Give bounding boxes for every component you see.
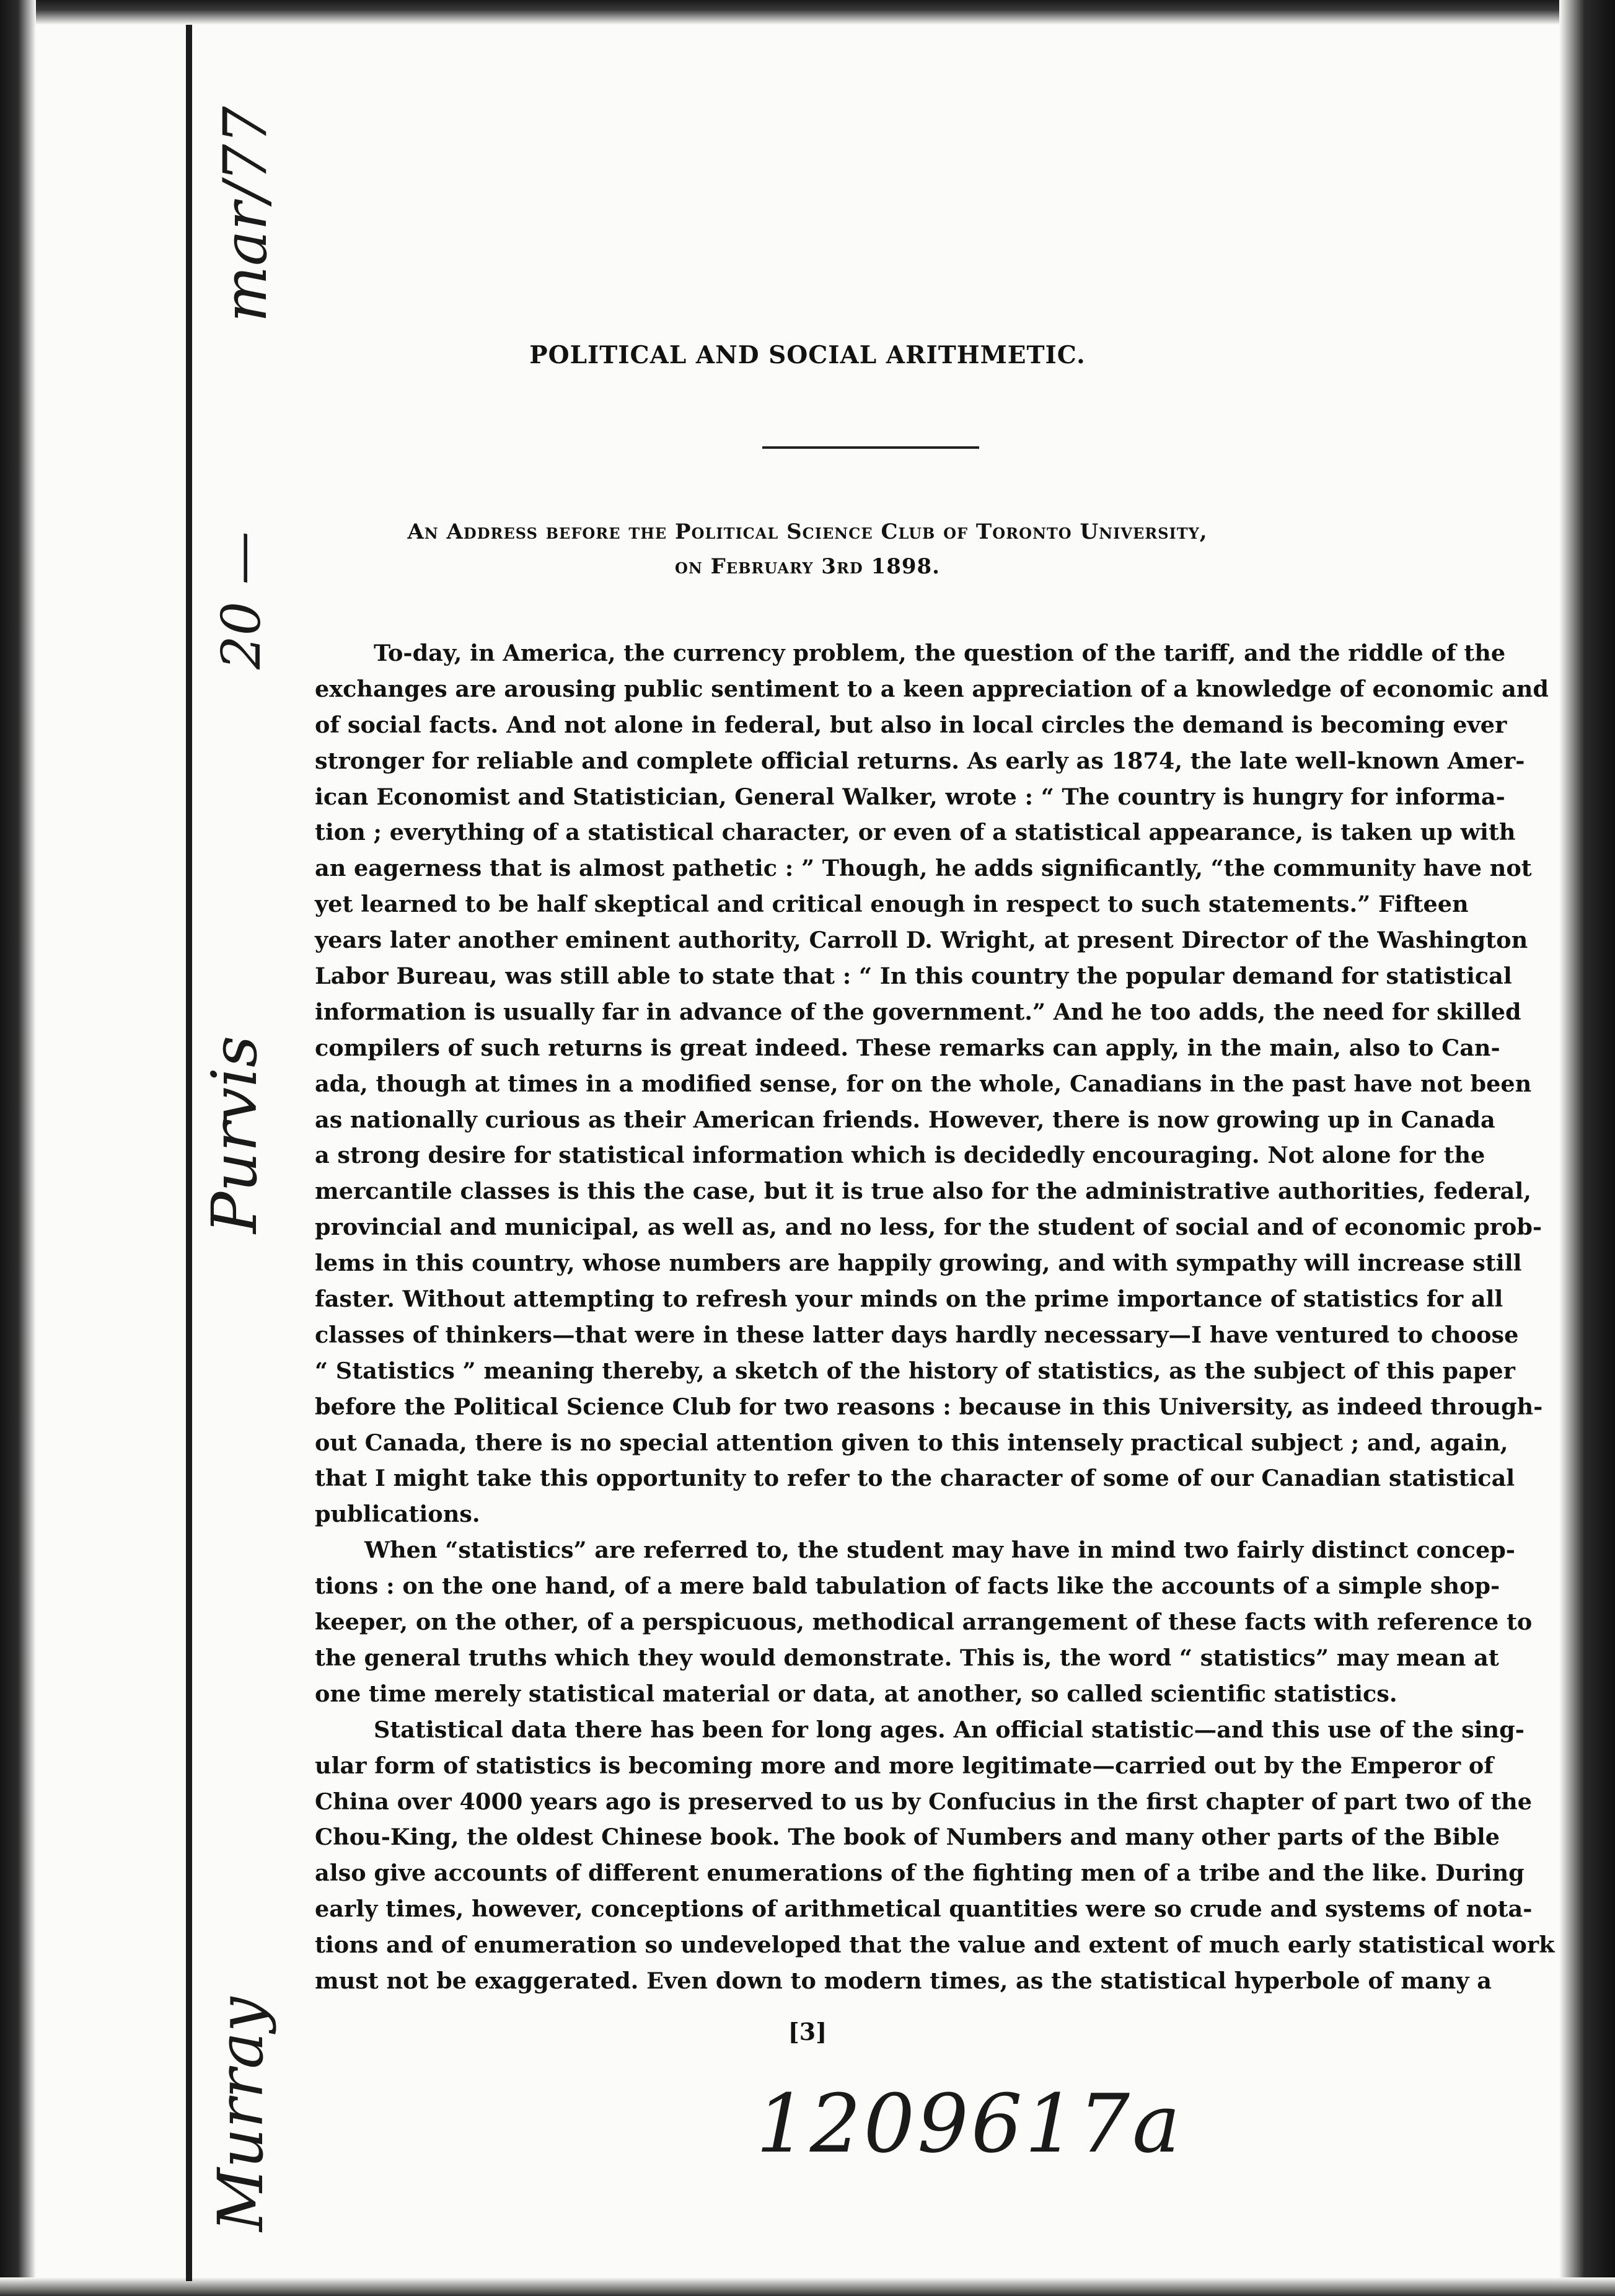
text-line: the general truths which they would demonstrate. This is, the word “ statistics” may mean at xyxy=(315,1644,1499,1671)
paragraph xyxy=(315,1532,1533,1711)
title-rule xyxy=(762,446,979,449)
document-title: POLITICAL AND SOCIAL ARITHMETIC. xyxy=(529,341,1086,369)
text-line: “ Statistics ” meaning thereby, a sketch of the history of statistics, as the subject of this paper xyxy=(315,1357,1515,1384)
body-text xyxy=(315,635,1555,1999)
text-line: yet learned to be half skeptical and critical enough in respect to such statements.” Fifteen xyxy=(315,891,1469,918)
text-line: lems in this country, whose numbers are happily growing, and with sympathy will increase still xyxy=(315,1250,1522,1277)
scan-edge-top xyxy=(0,0,1615,25)
text-line: To-day, in America, the currency problem, the question of the tariff, and the riddle of the xyxy=(374,640,1506,666)
text-line: early times, however, conceptions of arithmetical quantities were so crude and systems of nota- xyxy=(315,1896,1533,1923)
text-line: mercantile classes is this the case, but it is true also for the administrative authorities, federal, xyxy=(315,1178,1531,1205)
text-line: When “statistics” are referred to, the student may have in mind two fairly distinct concep- xyxy=(364,1537,1515,1564)
paragraph xyxy=(315,635,1549,1532)
text-line: must not be exaggerated. Even down to modern times, as the statistical hyperbole of many a xyxy=(315,1967,1492,1994)
subtitle-line-1: An Address before the Political Science Club of Toronto University, xyxy=(407,519,1208,544)
text-line: a strong desire for statistical information which is decidedly encouraging. Not alone for the xyxy=(315,1142,1485,1169)
text-line: China over 4000 years ago is preserved to us by Confucius in the first chapter of part two of the xyxy=(315,1788,1533,1815)
text-line: one time merely statistical material or data, at another, so called scientific statistics. xyxy=(315,1680,1397,1707)
page-number: [3] xyxy=(788,2018,827,2046)
text-line: ada, though at times in a modified sense, for on the whole, Canadians in the past have not been xyxy=(315,1070,1532,1097)
subtitle-line-2: on February 3rd 1898. xyxy=(674,554,941,579)
text-line: years later another eminent authority, Carroll D. Wright, at present Director of the Washington xyxy=(315,927,1528,954)
text-line: tions : on the one hand, of a mere bald tabulation of facts like the accounts of a simple shop- xyxy=(315,1573,1500,1600)
text-line: information is usually far in advance of the government.” And he too adds, the need for skilled xyxy=(315,998,1521,1025)
text-line: keeper, on the other, of a perspicuous, methodical arrangement of these facts with reference to xyxy=(315,1609,1533,1636)
paragraph xyxy=(315,1712,1555,1999)
scan-edge-bottom xyxy=(0,2277,1615,2296)
text-line: an eagerness that is almost pathetic : ” Though, he adds significantly, “the community have not xyxy=(315,855,1532,882)
handwritten-margin-note-lower: Purvis xyxy=(198,1035,271,1234)
text-line: Statistical data there has been for long ages. An official statistic—and this use of the sing- xyxy=(374,1716,1525,1743)
text-line: ican Economist and Statistician, General Walker, wrote : “ The country is hungry for informa- xyxy=(315,783,1505,810)
text-line: also give accounts of different enumerations of the fighting men of a tribe and the like. During xyxy=(315,1860,1525,1887)
document-subtitle xyxy=(0,514,1615,584)
text-line: of social facts. And not alone in federal, but also in local circles the demand is becoming ever xyxy=(315,711,1507,738)
text-line: ular form of statistics is becoming more and more legitimate—carried out by the Emperor of xyxy=(315,1752,1494,1779)
text-line: out Canada, there is no special attention given to this intensely practical subject ; and, again, xyxy=(315,1429,1508,1456)
handwritten-margin-note-top: mar/77 xyxy=(211,106,280,322)
text-line: tions and of enumeration so undeveloped that the value and extent of much early statistical work xyxy=(315,1932,1555,1959)
text-line: publications. xyxy=(315,1501,480,1528)
text-line: before the Political Science Club for two reasons : because in this University, as indeed through- xyxy=(315,1393,1543,1420)
text-line: tion ; everything of a statistical character, or even of a statistical appearance, is taken up with xyxy=(315,819,1516,846)
text-line: compilers of such returns is great indeed. These remarks can apply, in the main, also to Can- xyxy=(315,1034,1500,1061)
text-line: exchanges are arousing public sentiment to a keen appreciation of a knowledge of economic and xyxy=(315,675,1549,702)
handwritten-margin-note-bottom: Murray xyxy=(205,1997,277,2232)
text-line: stronger for reliable and complete official returns. As early as 1874, the late well-known Amer- xyxy=(315,747,1525,774)
text-line: Labor Bureau, was still able to state that : “ In this country the popular demand for statistical xyxy=(315,963,1512,990)
text-line: faster. Without attempting to refresh your minds on the prime importance of statistics for all xyxy=(315,1286,1503,1313)
text-line: provincial and municipal, as well as, and no less, for the student of social and of economic prob- xyxy=(315,1214,1542,1241)
text-line: that I might take this opportunity to refer to the character of some of our Canadian statistical xyxy=(315,1465,1515,1492)
text-line: classes of thinkers—that were in these latter days hardly necessary—I have ventured to choose xyxy=(315,1321,1519,1348)
handwritten-margin-note-mid: 20 — xyxy=(211,531,273,669)
handwritten-catalogue-number: 1209617a xyxy=(756,2077,1183,2171)
text-line: Chou-King, the oldest Chinese book. The book of Numbers and many other parts of the Bible xyxy=(315,1824,1500,1851)
text-line: as nationally curious as their American friends. However, there is now growing up in Canada xyxy=(315,1106,1495,1133)
